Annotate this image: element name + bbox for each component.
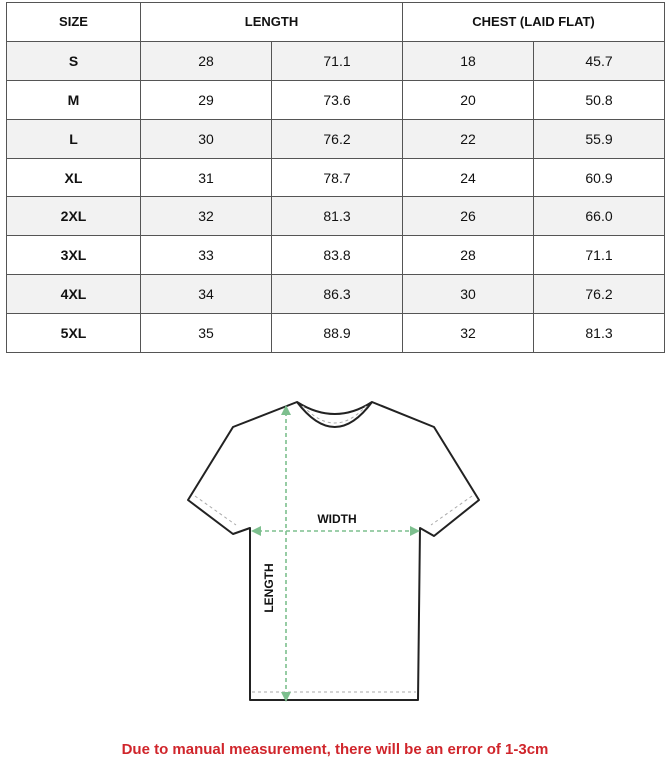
width-label: WIDTH bbox=[317, 512, 357, 526]
size-cell: 5XL bbox=[7, 314, 141, 353]
chest-in-cell: 18 bbox=[403, 41, 534, 80]
length-in-cell: 34 bbox=[141, 275, 272, 314]
chest-in-cell: 24 bbox=[403, 158, 534, 197]
length-cm-cell: 76.2 bbox=[272, 119, 403, 158]
tshirt-diagram bbox=[0, 390, 670, 720]
length-cm-cell: 78.7 bbox=[272, 158, 403, 197]
length-in-cell: 32 bbox=[141, 197, 272, 236]
chest-in-cell: 30 bbox=[403, 275, 534, 314]
size-cell: 2XL bbox=[7, 197, 141, 236]
length-cm-cell: 73.6 bbox=[272, 80, 403, 119]
length-arrow-top-head bbox=[281, 405, 291, 415]
length-cm-cell: 81.3 bbox=[272, 197, 403, 236]
table-row bbox=[7, 41, 665, 80]
size-header: SIZE bbox=[7, 3, 141, 42]
chest-cm-cell: 76.2 bbox=[534, 275, 665, 314]
chest-in-cell: 28 bbox=[403, 236, 534, 275]
length-in-cell: 33 bbox=[141, 236, 272, 275]
table-row bbox=[7, 158, 665, 197]
table-row bbox=[7, 119, 665, 158]
table-row bbox=[7, 236, 665, 275]
size-cell: M bbox=[7, 80, 141, 119]
length-cm-cell: 83.8 bbox=[272, 236, 403, 275]
size-cell: 4XL bbox=[7, 275, 141, 314]
tshirt-outline-icon bbox=[188, 402, 479, 700]
table-row bbox=[7, 314, 665, 353]
chest-in-cell: 22 bbox=[403, 119, 534, 158]
chest-cm-cell: 71.1 bbox=[534, 236, 665, 275]
length-cm-cell: 88.9 bbox=[272, 314, 403, 353]
chest-cm-cell: 45.7 bbox=[534, 41, 665, 80]
length-in-cell: 29 bbox=[141, 80, 272, 119]
length-cm-cell: 71.1 bbox=[272, 41, 403, 80]
size-cell: 3XL bbox=[7, 236, 141, 275]
chest-cm-cell: 60.9 bbox=[534, 158, 665, 197]
chest-in-cell: 26 bbox=[403, 197, 534, 236]
length-label: LENGTH bbox=[262, 563, 276, 613]
length-header: LENGTH bbox=[141, 3, 403, 42]
width-arrow-right-head bbox=[410, 526, 420, 536]
table-row bbox=[7, 275, 665, 314]
size-cell: XL bbox=[7, 158, 141, 197]
chest-cm-cell: 50.8 bbox=[534, 80, 665, 119]
chest-cm-cell: 55.9 bbox=[534, 119, 665, 158]
table-row bbox=[7, 80, 665, 119]
table-row bbox=[7, 197, 665, 236]
length-in-cell: 28 bbox=[141, 41, 272, 80]
chest-cm-cell: 81.3 bbox=[534, 314, 665, 353]
length-in-cell: 30 bbox=[141, 119, 272, 158]
size-cell: L bbox=[7, 119, 141, 158]
chest-header: CHEST (LAID FLAT) bbox=[403, 3, 665, 42]
size-cell: S bbox=[7, 41, 141, 80]
length-in-cell: 35 bbox=[141, 314, 272, 353]
measurement-note: Due to manual measurement, there will be an error of 1-3cm bbox=[121, 741, 549, 758]
width-arrow-left-head bbox=[251, 526, 261, 536]
chest-in-cell: 32 bbox=[403, 314, 534, 353]
length-in-cell: 31 bbox=[141, 158, 272, 197]
length-cm-cell: 86.3 bbox=[272, 275, 403, 314]
size-chart-table bbox=[6, 2, 665, 353]
chest-cm-cell: 66.0 bbox=[534, 197, 665, 236]
chest-in-cell: 20 bbox=[403, 80, 534, 119]
table-header-row bbox=[7, 3, 665, 42]
